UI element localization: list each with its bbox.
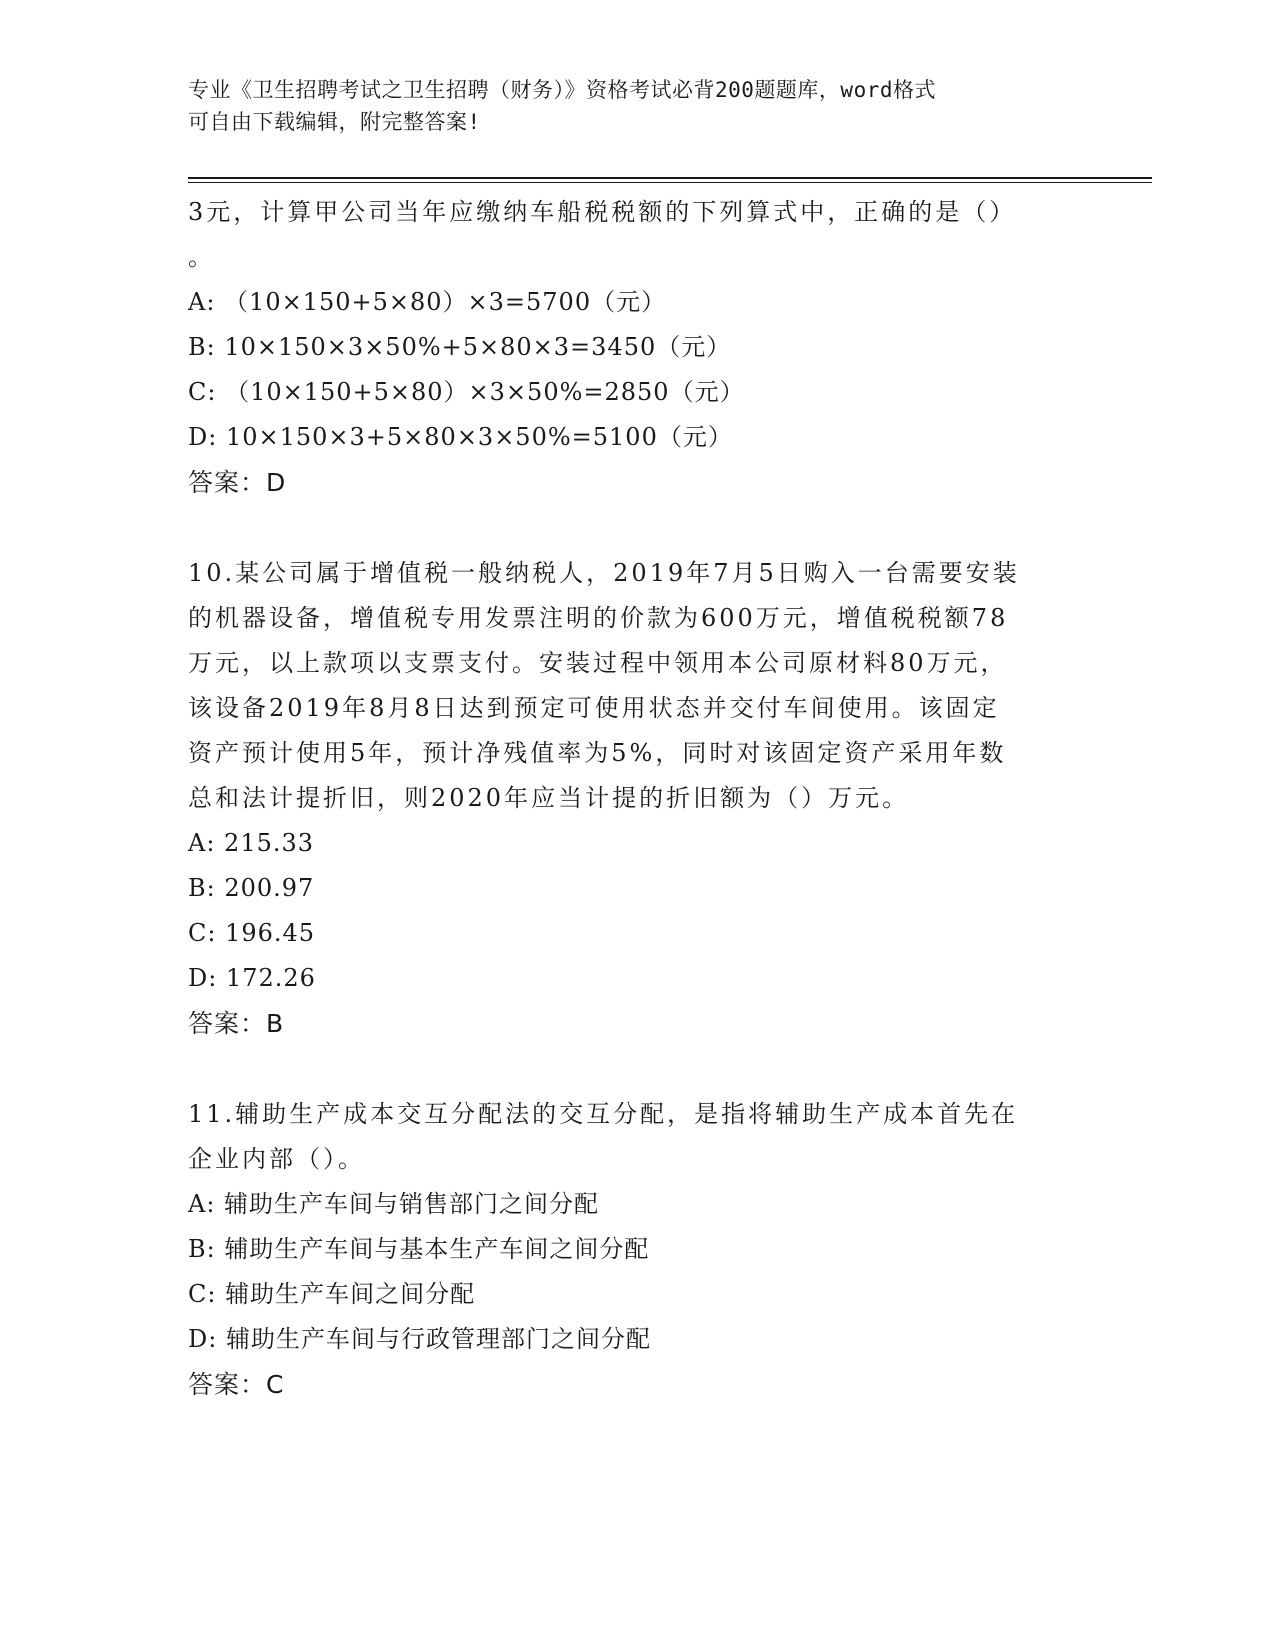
option-a: A: （10×150+5×80）×3=5700（元） <box>188 288 667 316</box>
question-9 <box>188 190 1088 505</box>
answer-line: 答案：D <box>188 468 287 497</box>
header-line-2: 可自由下载编辑，附完整答案! <box>188 110 481 134</box>
option-d: D: 10×150×3+5×80×3×50%=5100（元） <box>188 423 733 451</box>
answer-line: 答案：C <box>188 1370 285 1399</box>
document-body <box>188 190 1088 1407</box>
spacer <box>188 505 1088 551</box>
answer-line: 答案：B <box>188 1009 285 1038</box>
question-11 <box>188 1092 1088 1407</box>
question-text-line: 。 <box>188 243 215 271</box>
option-b: B: 辅助生产车间与基本生产车间之间分配 <box>188 1235 650 1263</box>
question-text-line: 11.辅助生产成本交互分配法的交互分配，是指将辅助生产成本首先在 <box>188 1100 1019 1128</box>
header-line-1: 专业《卫生招聘考试之卫生招聘（财务）》资格考试必背200题题库，word格式 <box>188 78 936 102</box>
header-divider-thick <box>188 177 1152 179</box>
option-d: D: 辅助生产车间与行政管理部门之间分配 <box>188 1325 651 1353</box>
option-a: A: 215.33 <box>188 829 315 857</box>
document-header <box>188 74 1068 138</box>
option-a: A: 辅助生产车间与销售部门之间分配 <box>188 1190 600 1218</box>
option-c: C: 辅助生产车间之间分配 <box>188 1280 476 1308</box>
spacer <box>188 1046 1088 1092</box>
question-text-line: 的机器设备，增值税专用发票注明的价款为600万元，增值税税额78 <box>188 604 1009 632</box>
question-text-line: 企业内部（）。 <box>188 1145 365 1173</box>
option-c: C: 196.45 <box>188 919 316 947</box>
question-text-line: 资产预计使用5年，预计净残值率为5%，同时对该固定资产采用年数 <box>188 739 1007 767</box>
question-10 <box>188 551 1088 1046</box>
question-text-line: 10.某公司属于增值税一般纳税人，2019年7月5日购入一台需要安装 <box>188 559 1020 587</box>
header-divider-thin <box>188 182 1152 183</box>
question-text-line: 万元，以上款项以支票支付。安装过程中领用本公司原材料80万元， <box>188 649 1008 677</box>
question-text-line: 该设备2019年8月8日达到预定可使用状态并交付车间使用。该固定 <box>188 694 1000 722</box>
option-c: C: （10×150+5×80）×3×50%=2850（元） <box>188 378 745 406</box>
option-d: D: 172.26 <box>188 964 316 992</box>
question-text-line: 总和法计提折旧，则2020年应当计提的折旧额为（）万元。 <box>188 784 910 812</box>
option-b: B: 10×150×3×50%+5×80×3=3450（元） <box>188 333 732 361</box>
option-b: B: 200.97 <box>188 874 315 902</box>
question-text-line: 3元，计算甲公司当年应缴纳车船税税额的下列算式中，正确的是（） <box>188 198 1017 226</box>
